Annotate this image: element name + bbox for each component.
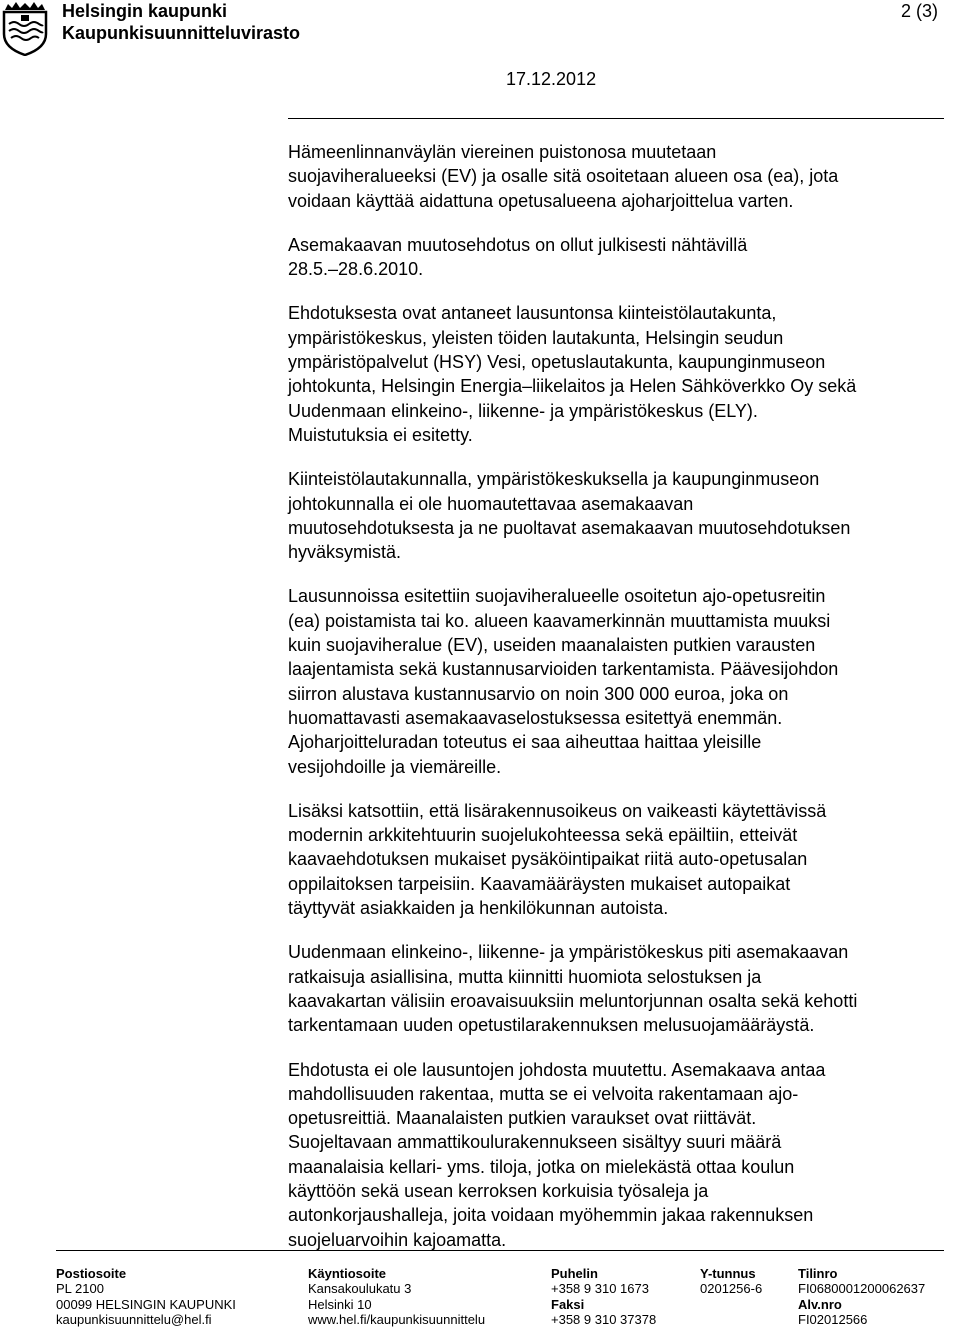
footer-heading: Faksi — [551, 1296, 585, 1312]
footer-heading: Y-tunnus — [700, 1266, 756, 1281]
helsinki-crest-logo — [0, 0, 50, 56]
paragraph: Kiinteistölautakunnalla, ympäristökeskuksella ja kaupunginmuseon johtokunnalla ei ole huomautettavaa asemakaavan muutosehdotuksesta ja ne puoltavat asemakaavan muutosehdotuksen hyväksymistä. — [288, 469, 851, 563]
page-number: 2 (3) — [900, 1, 938, 21]
footer-line: 00099 HELSINGIN KAUPUNKI — [56, 1296, 236, 1312]
footer-postal-address — [56, 1266, 236, 1327]
footer-visiting-address — [308, 1266, 485, 1327]
footer-line: PL 2100 — [56, 1281, 104, 1297]
footer-business-id — [700, 1266, 762, 1297]
paragraph: Lisäksi katsottiin, että lisärakennusoikeus on vaikeasti käytettävissä modernin arkkitehtuurin suojelukohteessa sekä epäiltiin, etteivät kaavaehdotuksen mukaiset pysäköintipaikat riitä auto-opetusalan oppilaitoksen tarpeisiin. Kaavamääräysten mukaiset autopaikat täyttyvät asiakkaiden ja henkilökunnan autoista. — [288, 800, 827, 919]
footer-line: FI0680001200062637 — [798, 1281, 926, 1297]
organization-name: Helsingin kaupunki — [62, 1, 228, 21]
footer-website: www.hel.fi/kaupunkisuunnittelu — [308, 1311, 486, 1327]
paragraph: Asemakaavan muutosehdotus on ollut julkisesti nähtävillä 28.5.–28.6.2010. — [288, 234, 748, 280]
footer-line: Helsinki 10 — [308, 1296, 372, 1312]
footer-heading: Puhelin — [551, 1266, 598, 1281]
paragraph: Ehdotusta ei ole lausuntojen johdosta muutettu. Asemakaava antaa mahdollisuuden rakentaa, mutta se ei velvoita rakentamaan ajo- opetusreittiä. Maanalaisten putkien varaukset ovat riittävät. Suojeltavaan ammattikoulurakennukseen sisältyy suuri määrä maanalaisia kellari- yms. tiloja, jotka on mielekästä ottaa koulun käyttöön sekä usean kerroksen korkuisia työsaleja ja autonkorjaushalleja, joita voidaan myöhemmin jakaa rakennuksen suojeluarvoihin kajoamatta. — [288, 1059, 826, 1250]
document-body — [288, 140, 950, 1272]
footer-line: +358 9 310 1673 — [551, 1281, 649, 1297]
footer-heading: Postiosoite — [56, 1266, 127, 1281]
paragraph: Uudenmaan elinkeino-, liikenne- ja ympäristökeskus piti asemakaavan ratkaisuja asiallisina, mutta kiinnitti huomiota selostuksen ja kaavakartan välisiin eroavaisuuksiin meluntorjunnan osalta sekä kehotti tarkentamaan uuden opetustilarakennuksen melusuojamääräystä. — [288, 942, 858, 1036]
paragraph: Hämeenlinnanväylän viereinen puistonosa muutetaan suojaviheralueeksi (EV) ja osalle sitä osoitetaan alueen osa (ea), jota voidaan käyttää aidattuna opetusalueena ajoharjoittelua varten. — [288, 142, 839, 211]
paragraph: Lausunnoissa esitettiin suojaviheralueelle osoitetun ajo-opetusreitin (ea) poistamista tai ko. alueen kaavamerkinnän muuttamista muuksi kuin suojaviheralue (EV), useiden maanalaisten putkien varausten laajentamista sekä kustannusarvioiden tarkentamista. Päävesijohdon siirron alustava kustannusarvio on noin 300 000 euroa, joka on huomattavasti asemakaavaselostuksessa esitettyä enemmän. Ajoharjoitteluradan toteutus ei saa aiheuttaa haittaa yleisille vesijohdoille ja viemäreille. — [288, 586, 839, 777]
footer-line: Kansakoulukatu 3 — [308, 1281, 412, 1297]
department-name: Kaupunkisuunnitteluvirasto — [62, 23, 301, 43]
footer-divider — [56, 1250, 944, 1251]
footer-email: kaupunkisuunnittelu@hel.fi — [56, 1311, 212, 1327]
footer-phone — [551, 1266, 656, 1327]
footer-line: 0201256-6 — [700, 1281, 763, 1297]
footer-line: +358 9 310 37378 — [551, 1311, 657, 1327]
footer-line: FI02012566 — [798, 1311, 868, 1327]
document-date: 17.12.2012 — [506, 69, 597, 89]
footer-heading: Alv.nro — [798, 1296, 842, 1312]
footer-heading: Käyntiosoite — [308, 1266, 387, 1281]
footer-heading: Tilinro — [798, 1266, 838, 1281]
header-divider — [288, 118, 944, 119]
paragraph: Ehdotuksesta ovat antaneet lausuntonsa kiinteistölautakunta, ympäristökeskus, yleisten töiden lautakunta, Helsingin seudun ympäristöpalvelut (HSY) Vesi, opetuslautakunta, kaupunginmuseon johtokunta, Helsingin Energia–liikelaitos ja Helen Sähköverkko Oy sekä Uudenmaan elinkeino-, liikenne- ja ympäristökeskus (ELY). Muistutuksia ei esitetty. — [288, 303, 857, 445]
footer-bank-account — [798, 1266, 925, 1327]
